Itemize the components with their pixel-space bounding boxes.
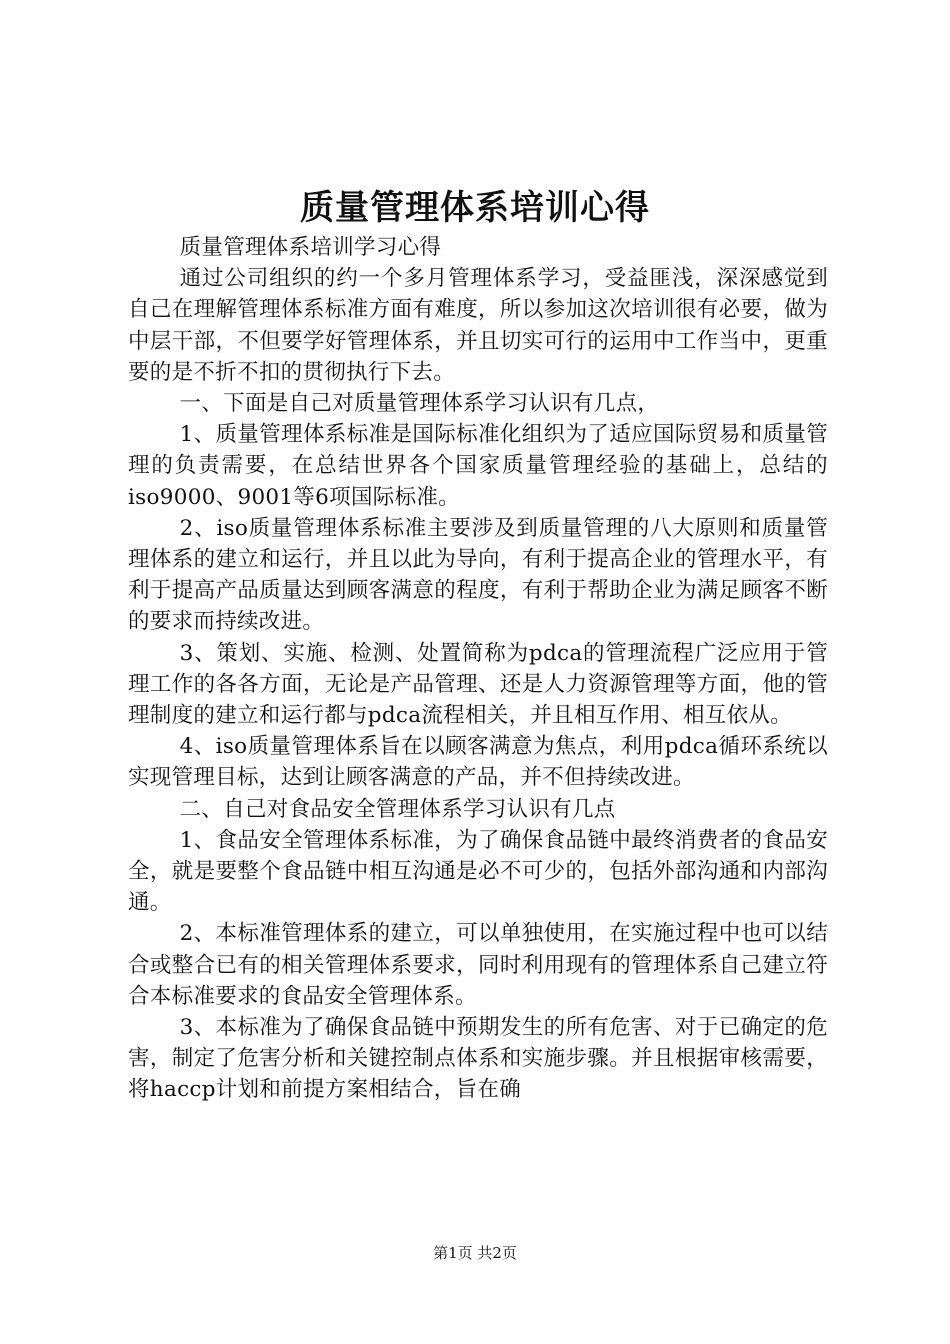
section-heading-food-safety: 二、自己对食品安全管理体系学习认识有几点 [179, 796, 616, 822]
paragraph-food-3: 3、本标准为了确保食品链中预期发生的所有危害、对于已确定的危害，制定了危害分析和关键控制点体系和实施步骤。并且根据审核需要，将haccp计划和前提方案相结合，旨在确 [128, 1015, 828, 1103]
paragraph-food-1: 1、食品安全管理体系标准，为了确保食品链中最终消费者的食品安全，就是要整个食品链中相互沟通是必不可少的，包括外部沟通和内部沟通。 [128, 827, 828, 916]
paragraph-quality-2: 2、iso质量管理体系标准主要涉及到质量管理的八大原则和质量管理体系的建立和运行，并且以此为导向，有利于提高企业的管理水平，有利于提高产品质量达到顾客满意的程度，有利于帮助企业为满足顾客不断的要求而持续改进。 [128, 515, 828, 635]
document-body [128, 232, 828, 1106]
paragraph-quality-4: 4、iso质量管理体系旨在以顾客满意为焦点，利用pdca循环系统以实现管理目标，达到让顾客满意的产品，并不但持续改进。 [128, 734, 828, 791]
paragraph-food-2: 2、本标准管理体系的建立，可以单独使用，在实施过程中也可以结合或整合已有的相关管理体系要求，同时利用现有的管理体系自己建立符合本标准要求的食品安全管理体系。 [128, 921, 828, 1009]
page-number-footer: 第1页 共2页 [433, 1244, 517, 1262]
paragraph-subtitle: 质量管理体系培训学习心得 [179, 235, 442, 260]
paragraph-intro: 通过公司组织的约一个多月管理体系学习，受益匪浅，深深感觉到自己在理解管理体系标准方面有难度，所以参加这次培训很有必要，做为中层干部，不但要学好管理体系，并且切实可行的运用中工作当中，更重要的是不折不扣的贯彻执行下去。 [128, 266, 828, 385]
paragraph-quality-3: 3、策划、实施、检测、处置简称为pdca的管理流程广泛应用于管理工作的各各方面，无论是产品管理、还是人力资源管理等方面，他的管理制度的建立和运行都与pdca流程相关，并且相互作用、相互依从。 [128, 640, 828, 729]
document-title: 质量管理体系培训心得 [300, 188, 650, 228]
section-heading-quality: 一、下面是自己对质量管理体系学习认识有几点， [179, 391, 660, 417]
paragraph-quality-1: 1、质量管理体系标准是国际标准化组织为了适应国际贸易和质量管理的负责需要，在总结世界各个国家质量管理经验的基础上，总结的iso9000、9001等6项国际标准。 [128, 422, 828, 510]
